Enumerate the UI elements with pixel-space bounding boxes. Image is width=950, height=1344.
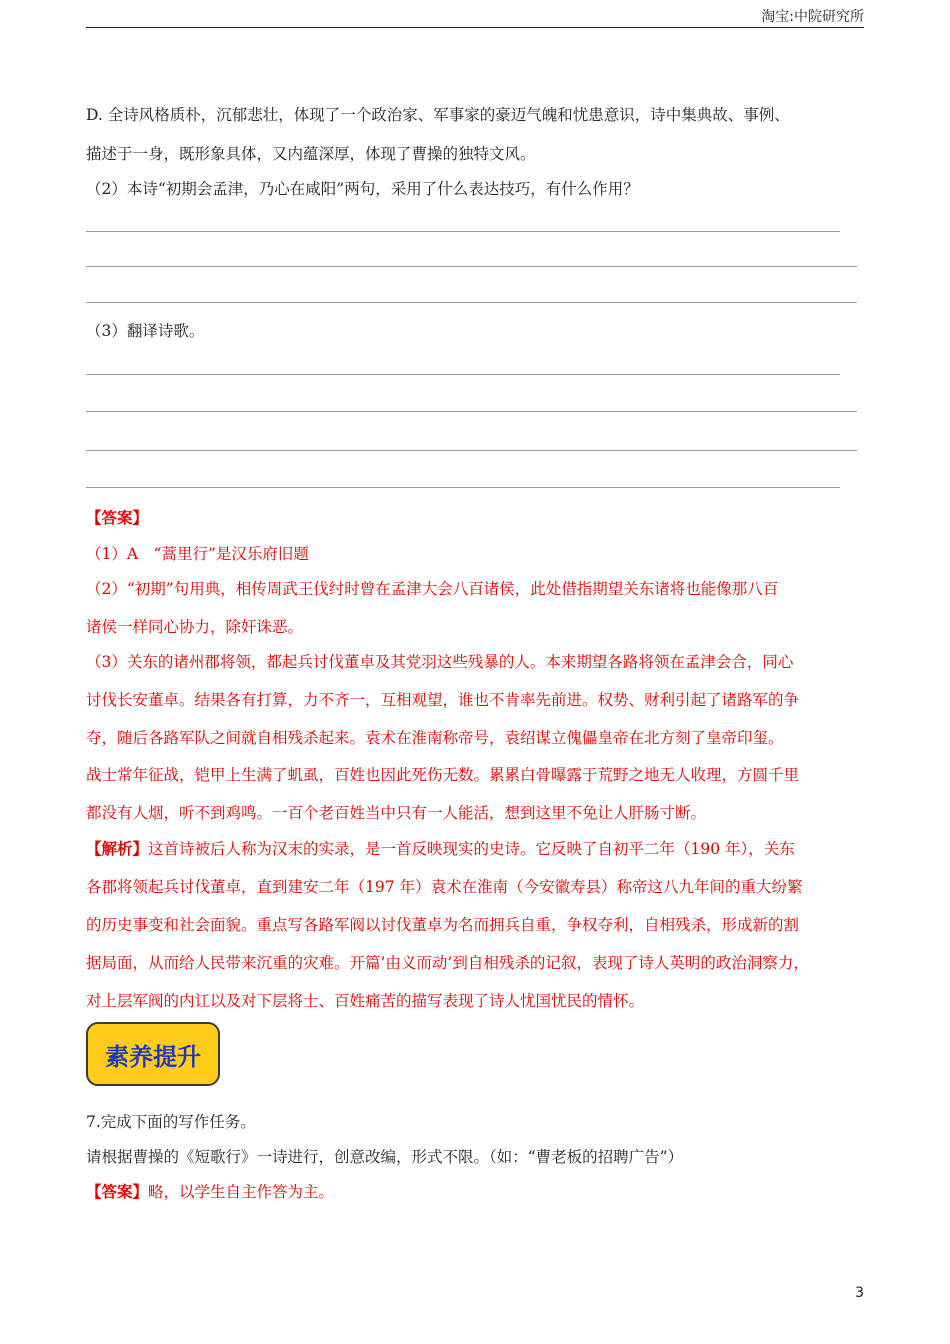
header-rule xyxy=(86,27,864,28)
task-answer xyxy=(86,1182,334,1202)
analysis-line-4: 据局面，从而给人民带来沉重的灾难。开篇’由义而动’到自相残杀的记叙，表现了诗人英明的政治洞察力， xyxy=(86,954,809,972)
question-3: （3）翻译诗歌。 xyxy=(86,322,205,340)
answer-blank-line xyxy=(86,450,857,451)
answer-blank-line xyxy=(86,231,840,232)
task-answer-text: 略，以学生自主作答为主。 xyxy=(148,1183,335,1201)
answer-blank-line xyxy=(86,374,840,375)
answer-3-line-2: 讨伐长安董卓。结果各有打算，力不齐一，互相观望，谁也不肯率先前进。权势、财利引起了诸路军的争 xyxy=(86,691,800,709)
page-number: 3 xyxy=(855,1285,864,1301)
answer-3-line-4: 战士常年征战，铠甲上生满了虮虱，百姓也因此死伤无数。累累白骨曝露于荒野之地无人收理，方圆千里 xyxy=(86,766,800,784)
analysis-tag: 【解析】 xyxy=(86,839,149,858)
answer-blank-line xyxy=(86,411,857,412)
answer-blank-line xyxy=(86,302,857,303)
answer-1: （1）A “蒿里行”是汉乐府旧题 xyxy=(86,545,309,563)
answer-blank-line xyxy=(86,487,840,488)
question-2: （2）本诗“初期会孟津，乃心在咸阳”两句，采用了什么表达技巧，有什么作用？ xyxy=(86,180,639,198)
analysis-line-5: 对上层军阀的内讧以及对下层将士、百姓痛苦的描写表现了诗人忧国忧民的情怀。 xyxy=(86,992,645,1010)
header-text: 淘宝:中院研究所 xyxy=(761,9,864,25)
task-answer-tag: 【答案】 xyxy=(86,1182,149,1201)
answer-blank-line xyxy=(86,266,857,267)
answer-3-line-3: 夺，随后各路军队之间就自相残杀起来。袁术在淮南称帝号，袁绍谋立傀儡皇帝在北方刻了皇帝印玺。 xyxy=(86,729,784,747)
answer-tag: 【答案】 xyxy=(86,508,149,527)
analysis-line-1 xyxy=(86,839,795,859)
answer-3-line-1: （3）关东的诸州郡将领，都起兵讨伐董卓及其党羽这些残暴的人。本来期望各路将领在孟津会合，同心 xyxy=(86,653,794,671)
answer-2-line-1: （2）“初期”句用典，相传周武王伐纣时曾在孟津大会八百诸侯，此处借指期望关东诸将也能像那八百 xyxy=(86,580,779,598)
task-prompt: 请根据曹操的《短歌行》一诗进行，创意改编，形式不限。（如：“曹老板的招聘广告”） xyxy=(86,1148,684,1166)
answer-2-line-2: 诸侯一样同心协力，除奸诛恶。 xyxy=(86,618,304,636)
answer-3-line-5: 都没有人烟，听不到鸡鸣。一百个老百姓当中只有一人能活，想到这里不免让人肝肠寸断。 xyxy=(86,804,707,822)
analysis-line-2: 各郡将领起兵讨伐董卓，直到建安二年（197 年）袁术在淮南（今安徽寿县）称帝这八九年间的重大纷繁 xyxy=(86,878,803,896)
analysis-text: 这首诗被后人称为汉末的实录，是一首反映现实的史诗。它反映了自初平二年（190 年），关东 xyxy=(148,840,795,858)
option-d-line-2: 描述于一身，既形象具体，又内蕴深厚，体现了曹操的独特文风。 xyxy=(86,145,536,163)
section-badge xyxy=(86,1022,220,1086)
analysis-line-3: 的历史事变和社会面貌。重点写各路军阀以讨伐董卓为名而拥兵自重，争权夺利，自相残杀，形成新的割 xyxy=(86,916,800,934)
task-title: 7.完成下面的写作任务。 xyxy=(86,1113,256,1131)
section-badge-label: 素养提升 xyxy=(105,1042,201,1071)
option-d-line-1: D. 全诗风格质朴，沉郁悲壮，体现了一个政治家、军事家的豪迈气魄和忧患意识，诗中集典故、事例、 xyxy=(86,106,790,124)
